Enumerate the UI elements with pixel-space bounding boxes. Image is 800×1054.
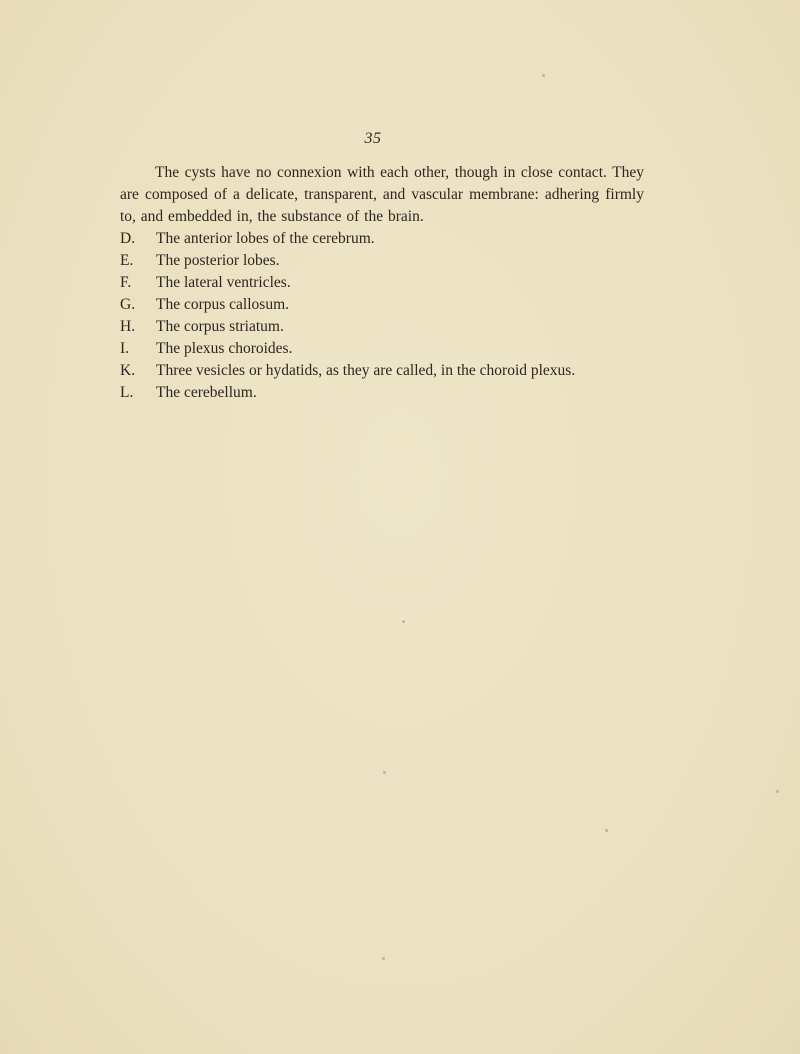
paper-speck	[605, 829, 608, 832]
legend-item-d	[120, 228, 644, 250]
paper-speck	[402, 620, 405, 623]
intro-paragraph	[120, 162, 644, 228]
legend-text: The plexus choroides.	[156, 340, 293, 357]
legend-letter: K.	[120, 362, 136, 379]
legend-text: The corpus callosum.	[156, 296, 290, 313]
paper-speck	[382, 957, 385, 960]
paragraph-line: They are composed of a delicate, transparent, and vascular membrane: adhering	[120, 164, 644, 203]
page-number: 35	[364, 130, 382, 147]
legend-letter: D.	[120, 230, 136, 247]
page-body	[120, 162, 644, 404]
legend-letter: I.	[120, 340, 130, 357]
figure-legend	[120, 228, 644, 404]
legend-letter: L.	[120, 384, 134, 401]
legend-text: The corpus striatum.	[156, 318, 284, 335]
legend-text: The cerebellum.	[156, 384, 257, 401]
legend-item-g	[120, 294, 644, 316]
paragraph-line: firmly to, and embedded in, the substance of the brain.	[120, 186, 644, 225]
legend-item-e	[120, 250, 644, 272]
paragraph-line: The cysts have no connexion with each other, though in close contact.	[155, 164, 607, 181]
paper-speck	[383, 771, 386, 774]
legend-item-h	[120, 316, 644, 338]
legend-text: The anterior lobes of the cerebrum.	[156, 230, 375, 247]
legend-text: The lateral ventricles.	[156, 274, 291, 291]
legend-letter: E.	[120, 252, 134, 269]
legend-letter: G.	[120, 296, 136, 313]
legend-letter: H.	[120, 318, 136, 335]
legend-item-f	[120, 272, 644, 294]
legend-text: Three vesicles or hydatids, as they are called, in the choroid plexus.	[156, 362, 576, 379]
paper-speck	[776, 790, 779, 793]
legend-item-k	[120, 360, 644, 382]
legend-text: The posterior lobes.	[156, 252, 280, 269]
legend-letter: F.	[120, 274, 132, 291]
legend-item-l	[120, 382, 644, 404]
legend-item-i	[120, 338, 644, 360]
paper-speck	[542, 74, 545, 77]
